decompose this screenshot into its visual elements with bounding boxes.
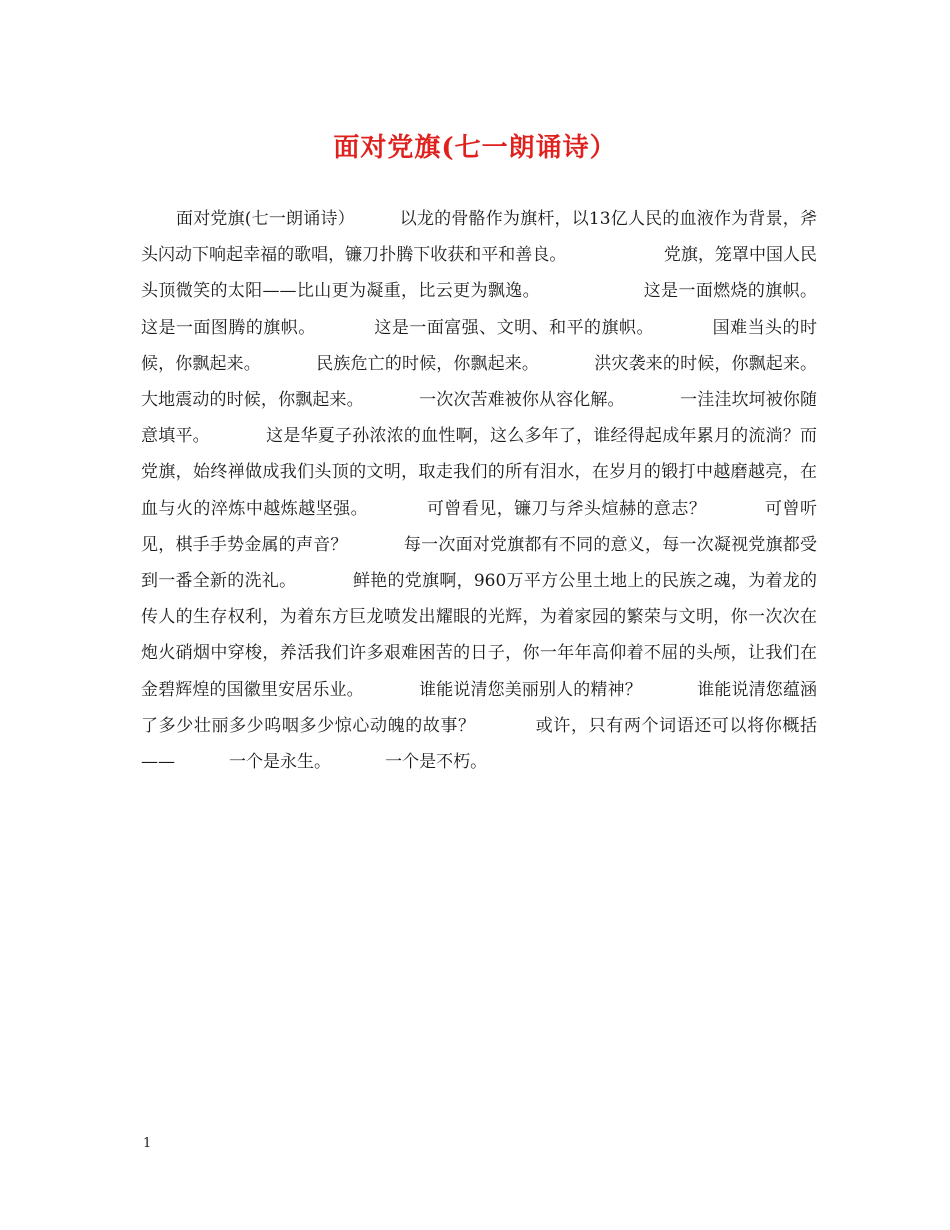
page-title: 面对党旗(七一朗诵诗） (333, 133, 617, 163)
page-number: 1 (143, 1136, 152, 1151)
poem-body: 面对党旗(七一朗诵诗） 以龙的骨骼作为旗杆，以13亿人民的血液作为背景，斧头闪动下响起幸福的歌唱，镰刀扑腾下收获和平和善良。 党旗，笼罩中国人民头顶微笑的太阳——比山更为凝重，比云更为飘逸。 这是一面燃烧的旗帜。 这是一面图腾的旗帜。 这是一面富强、文明、和平的旗帜。 国难当头的时候，你飘起来。 民族危亡的时候，你飘起来。 洪灾袭来的时候，你飘起来。 大地震动的时候，你飘起来。 一次次苦难被你从容化解。 一洼洼坎坷被你随意填平。 这是华夏子孙浓浓的血性啊，这么多年了，谁经得起成年累月的流淌？而党旗，始终禅做成我们头顶的文明，取走我们的所有泪水，在岁月的锻打中越磨越亮，在血与火的淬炼中越炼越坚强。 可曾看见，镰刀与斧头煊赫的意志？ 可曾听见，棋手手势金属的声音？ 每一次面对党旗都有不同的意义，每一次凝视党旗都受到一番全新的洗礼。 鲜艳的党旗啊，960万平方公里土地上的民族之魂，为着龙的传人的生存权利，为着东方巨龙喷发出耀眼的光辉，为着家园的繁荣与文明，你一次次在炮火硝烟中穿梭，养活我们许多艰难困苦的日子，你一年年高仰着不屈的头颅，让我们在金碧辉煌的国徽里安居乐业。 谁能说清您美丽别人的精神？ 谁能说清您蕴涵了多少壮丽多少呜咽多少惊心动魄的故事？ 或许，只有两个词语还可以将你概括—— 一个是永生。 一个是不朽。 (141, 209, 872, 773)
